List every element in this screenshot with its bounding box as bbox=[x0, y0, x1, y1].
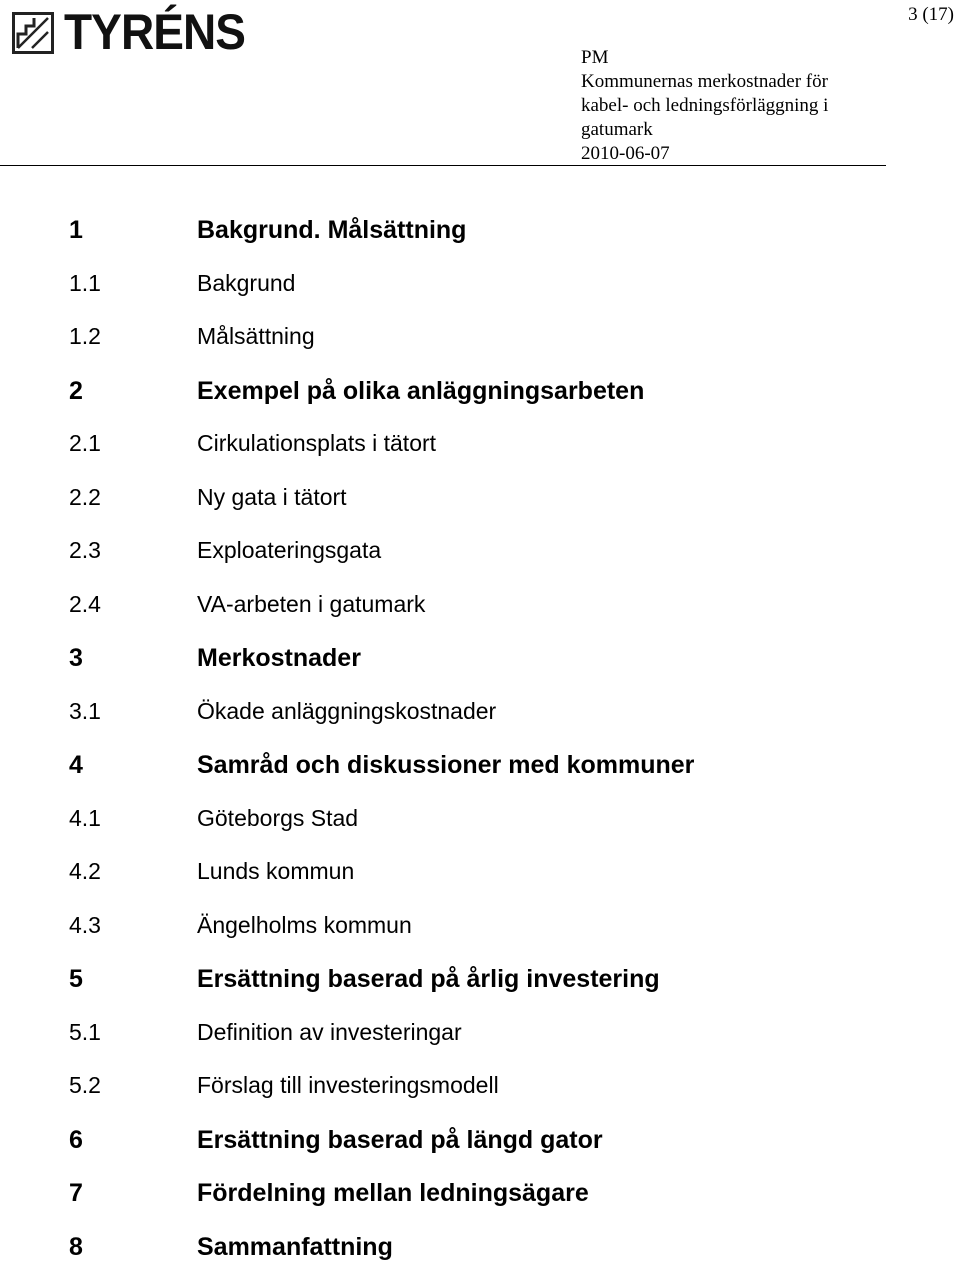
toc-entry[interactable] bbox=[0, 698, 960, 728]
toc-entry[interactable] bbox=[0, 805, 960, 835]
doc-title-line: Kommunernas merkostnader för bbox=[581, 71, 828, 92]
doc-title-line: gatumark bbox=[581, 119, 653, 140]
toc-entry[interactable] bbox=[0, 537, 960, 567]
toc-entry-title: Cirkulationsplats i tätort bbox=[197, 430, 437, 456]
brand-wordmark: TYRÉNS bbox=[64, 4, 246, 60]
toc-entry-title: Bakgrund. Målsättning bbox=[197, 216, 467, 244]
toc-entry-number: 2.2 bbox=[69, 483, 101, 510]
toc-entry-number: 4.2 bbox=[69, 858, 101, 884]
toc-entry-number: 4.1 bbox=[69, 804, 101, 831]
toc-entry[interactable] bbox=[0, 323, 960, 353]
header-divider bbox=[0, 165, 886, 166]
toc-entry[interactable] bbox=[0, 1179, 960, 1209]
toc-entry-number: 1.2 bbox=[69, 323, 101, 349]
doc-title-line: kabel- och ledningsförläggning i bbox=[581, 95, 829, 116]
toc-entry-title: VA-arbeten i gatumark bbox=[197, 590, 426, 617]
toc-entry-title: Exempel på olika anläggningsarbeten bbox=[197, 376, 645, 405]
toc-entry-number: 6 bbox=[69, 1125, 83, 1154]
doc-date: 2010-06-07 bbox=[581, 143, 670, 164]
toc-entry-number: 1.1 bbox=[69, 269, 101, 296]
toc-entry-title: Målsättning bbox=[197, 323, 315, 349]
toc-entry[interactable] bbox=[0, 591, 960, 621]
toc-entry-title: Definition av investeringar bbox=[197, 1018, 462, 1045]
toc-entry-number: 4 bbox=[69, 751, 83, 779]
toc-entry-title: Samråd och diskussioner med kommuner bbox=[197, 751, 695, 779]
page-number: 3 (17) bbox=[908, 4, 954, 25]
toc-entry[interactable] bbox=[0, 644, 960, 674]
toc-entry-number: 2.3 bbox=[69, 537, 101, 563]
toc-entry-title: Förslag till investeringsmodell bbox=[197, 1072, 499, 1098]
toc-entry-title: Merkostnader bbox=[197, 644, 361, 672]
toc-entry-title: Sammanfattning bbox=[197, 1232, 393, 1261]
toc-entry[interactable] bbox=[0, 430, 960, 460]
toc-entry[interactable] bbox=[0, 965, 960, 995]
toc-entry-number: 1 bbox=[69, 216, 83, 244]
toc-entry[interactable] bbox=[0, 751, 960, 781]
toc-entry-title: Ny gata i tätort bbox=[197, 483, 347, 510]
toc-entry-title: Ersättning baserad på längd gator bbox=[197, 1125, 603, 1154]
toc-entry-title: Ängelholms kommun bbox=[197, 911, 412, 938]
toc-entry[interactable] bbox=[0, 270, 960, 300]
toc-entry-number: 5.2 bbox=[69, 1072, 101, 1098]
toc-entry-title: Fördelning mellan ledningsägare bbox=[197, 1179, 589, 1207]
toc-entry-number: 3 bbox=[69, 644, 83, 672]
toc-entry-title: Bakgrund bbox=[197, 269, 296, 296]
toc-entry[interactable] bbox=[0, 1019, 960, 1049]
logo-mark-icon bbox=[12, 12, 54, 54]
toc-entry[interactable] bbox=[0, 1126, 960, 1156]
toc-entry-number: 5 bbox=[69, 965, 83, 993]
toc-entry[interactable] bbox=[0, 858, 960, 888]
doc-type: PM bbox=[581, 47, 609, 68]
toc-entry[interactable] bbox=[0, 1233, 960, 1263]
toc-entry-title: Exploateringsgata bbox=[197, 537, 382, 563]
document-header-info bbox=[581, 46, 828, 166]
toc-entry-number: 2 bbox=[69, 376, 83, 405]
toc-entry-number: 7 bbox=[69, 1179, 83, 1207]
toc-entry-title: Ökade anläggningskostnader bbox=[197, 697, 497, 724]
toc-entry[interactable] bbox=[0, 484, 960, 514]
toc-entry-title: Göteborgs Stad bbox=[197, 804, 359, 831]
toc-entry-title: Lunds kommun bbox=[197, 858, 355, 884]
toc-entry-title: Ersättning baserad på årlig investering bbox=[197, 965, 660, 993]
toc-entry[interactable] bbox=[0, 1072, 960, 1102]
toc-entry-number: 2.1 bbox=[69, 430, 101, 456]
company-logo bbox=[12, 4, 252, 60]
toc-entry-number: 2.4 bbox=[69, 590, 101, 617]
toc-entry[interactable] bbox=[0, 216, 960, 246]
toc-entry-number: 4.3 bbox=[69, 911, 101, 938]
toc-entry-number: 8 bbox=[69, 1232, 83, 1261]
toc-entry-number: 5.1 bbox=[69, 1018, 101, 1045]
toc-entry[interactable] bbox=[0, 377, 960, 407]
toc-entry[interactable] bbox=[0, 912, 960, 942]
toc-entry-number: 3.1 bbox=[69, 697, 101, 724]
